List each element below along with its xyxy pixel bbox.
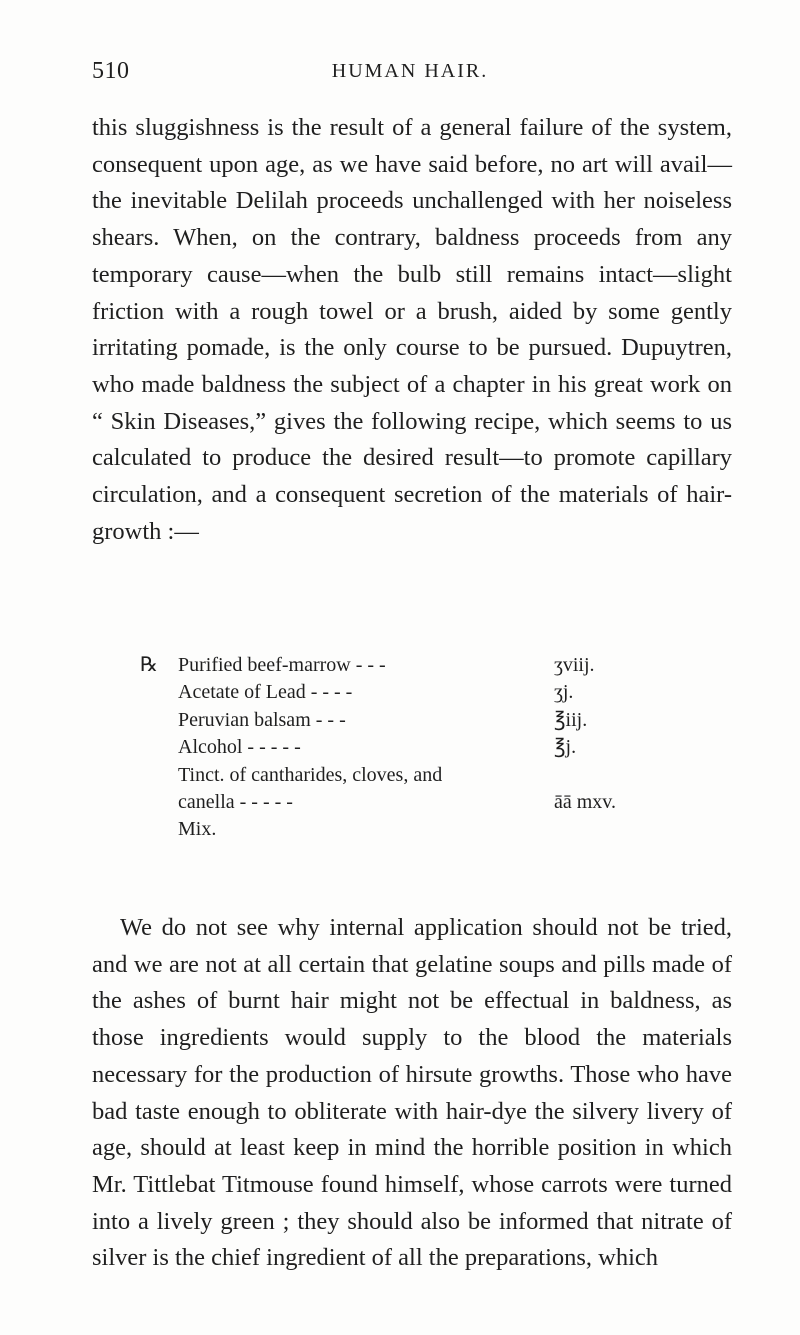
recipe-row (140, 679, 680, 706)
recipe-ingredient: canella - - - - - (178, 790, 293, 813)
recipe-ingredient: Alcohol - - - - - (178, 736, 301, 759)
recipe-quantity: ʒj. (554, 681, 574, 704)
recipe-row (140, 707, 680, 734)
recipe-ingredient: Purified beef-marrow - - - (178, 654, 386, 676)
recipe-row (140, 652, 680, 679)
page-number: 510 (92, 58, 130, 84)
recipe-quantity: ℥j. (554, 736, 577, 759)
recipe-ingredient: Tinct. of cantharides, cloves, and (178, 763, 443, 786)
paragraph-1: this sluggishness is the result of a general failure of the system, consequent upon age, as we have said before, no art will avail—the inevitable Delilah proceeds unchallenged with her noiseless shears. When, on the contrary, baldness proceeds from any temporary cause—when the bulb still remains intact—slight friction with a rough towel or a brush, aided by some gently irritating pomade, is the only course to be pursued. Dupuytren, who made baldness the subject of a chapter in his great work on “ Skin Diseases,” gives the following recipe, which seems to us calculated to produce the desired result—to promote capillary circulation, and a consequent secretion of the materials of hair-growth :— (92, 114, 732, 545)
recipe-row (140, 816, 680, 843)
running-head (92, 58, 728, 90)
recipe-instruction: Mix. (178, 818, 217, 841)
paragraph-2: We do not see why internal application should not be tried, and we are not at all certain that gelatine soups and pills made of the ashes of burnt hair might not be effectual in baldness, as those ingredients would supply to the blood the materials necessary for the production of hirsute growths. Those who have bad taste enough to obliterate with hair-dye the silvery livery of age, should at least keep in mind the horrible position in which Mr. Tittlebat Titmouse found himself, whose carrots were turned into a lively green ; they should also be informed that nitrate of silver is the chief ingredient of all the preparations, which (92, 914, 732, 1272)
recipe-quantity: ℥iij. (554, 708, 588, 731)
recipe-ingredient: Peruvian balsam - - - (178, 708, 346, 731)
recipe-quantity: ʒviij. (554, 654, 595, 676)
recipe-row (140, 789, 680, 816)
recipe-quantity: āā mxv. (554, 790, 617, 813)
recipe-ingredient: Acetate of Lead - - - - (178, 681, 353, 704)
recipe-row (140, 762, 680, 789)
running-title: HUMAN HAIR. (331, 60, 489, 82)
recipe-row (140, 734, 680, 761)
recipe (140, 652, 680, 844)
rx-symbol: ℞ (140, 654, 158, 676)
